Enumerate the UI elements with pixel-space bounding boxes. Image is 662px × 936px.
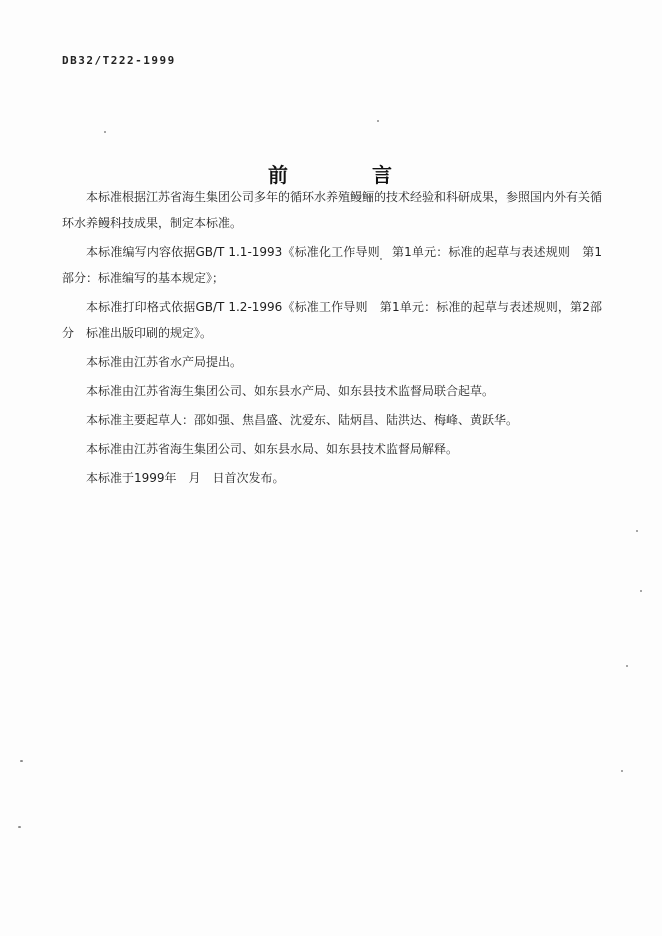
foreword-body xyxy=(62,184,602,494)
document-code: DB32/T222-1999 xyxy=(62,54,176,67)
scan-speck xyxy=(621,770,623,772)
paragraph: 本标准编写内容依据GB/T 1.1-1993《标准化工作导则 第1单元：标准的起草与表述规则 第1部分：标准编写的基本规定》； xyxy=(62,245,602,285)
scan-speck xyxy=(104,131,106,133)
scan-speck xyxy=(636,530,638,532)
title-char-left: 前 xyxy=(268,163,290,188)
paragraph: 本标准根据江苏省海生集团公司多年的循环水养殖鳗鲡的技术经验和科研成果，参照国内外有关循环水养鳗科技成果，制定本标准。 xyxy=(62,190,603,230)
scan-speck xyxy=(640,590,642,592)
paragraph: 本标准于1999年 月 日首次发布。 xyxy=(86,471,285,485)
paragraph: 本标准由江苏省海生集团公司、如东县水局、如东县技术监督局解释。 xyxy=(86,442,459,456)
scan-speck xyxy=(20,760,23,762)
scan-speck xyxy=(626,665,628,667)
paragraph: 本标准打印格式依据GB/T 1.2-1996《标准工作导则 第1单元：标准的起草与表述规则，第2部分 标准出版印刷的规定》。 xyxy=(62,300,602,340)
scan-speck xyxy=(377,120,379,122)
paragraph: 本标准由江苏省水产局提出。 xyxy=(86,355,243,369)
paragraph: 本标准主要起草人：邵如强、焦昌盛、沈爱东、陆炳昌、陆洪达、梅峰、黄跃华。 xyxy=(86,413,519,427)
paragraph: 本标准由江苏省海生集团公司、如东县水产局、如东县技术监督局联合起草。 xyxy=(86,384,495,398)
scan-speck xyxy=(18,826,21,828)
title-char-right: 言 xyxy=(372,163,394,188)
